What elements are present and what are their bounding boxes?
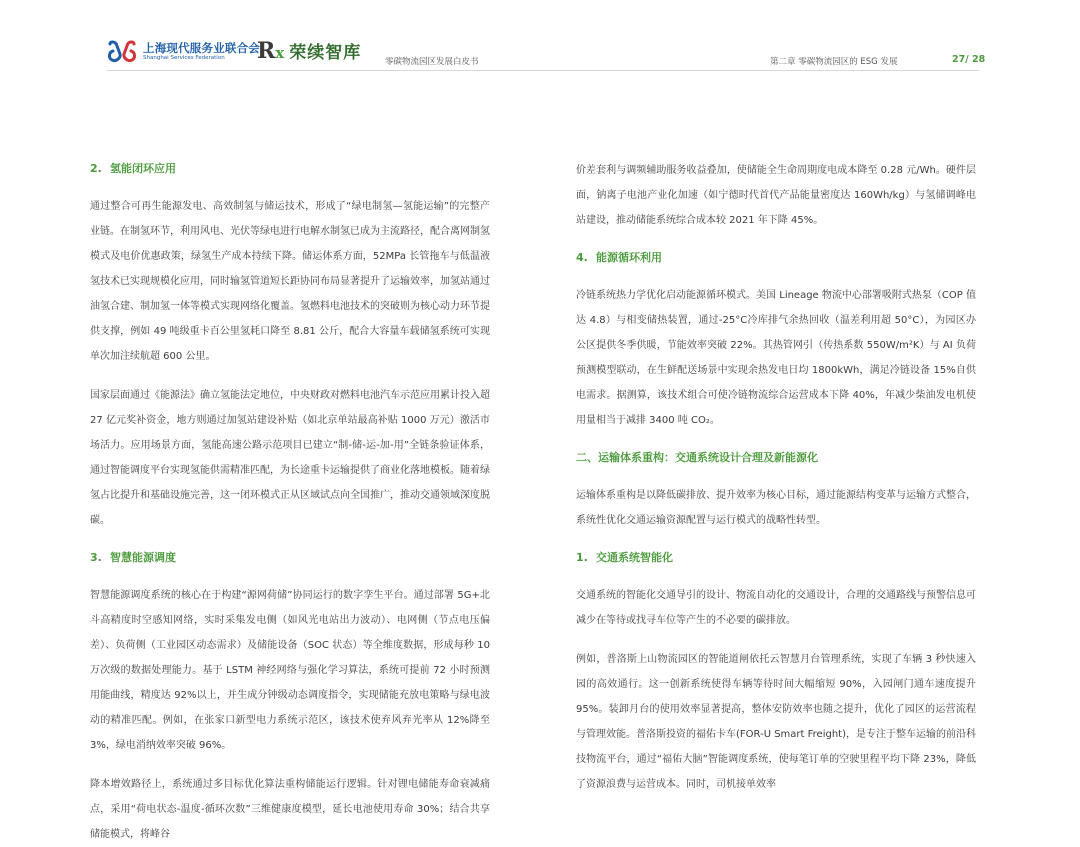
paragraph: 冷链系统热力学优化启动能源循环模式。美国 Lineage 物流中心部署吸附式热泵（COP 值达 4.8）与相变储热装置，通过-25°C冷库排气余热回收（温差利用超 50°C），为园区办公区提供冬季供暖，节能效率突破 22%。其热管网引（传热系数 550W/m²K）与 AI 负荷预测模型联动，在生鲜配送场景中实现余热发电日均 1800kWh，满足冷链设备 15%自供电需求。据测算，该技术组合可使冷链物流综合运营成本下降 40%，年减少柴油发电机使用量相当于减排 3400 吨 CO₂。	[576, 290, 976, 426]
shanghai-services-federation-logo	[107, 40, 260, 64]
paragraph: 智慧能源调度系统的核心在于构建“源网荷储”协同运行的数字孪生平台。通过部署 5G+北斗高精度时空感知网络，实时采集发电侧（如风光电站出力波动）、电网侧（节点电压偏差）、负荷侧（工业园区动态需求）及储能设备（SOC 状态）等全维度数据，形成每秒 10 万次级的数据处理能力。基于 LSTM 神经网络与强化学习算法，系统可提前 72 小时预测用能曲线，精度达 92%以上，并生成分钟级动态调度指令，实现储能充放电策略与绿电波动的精准匹配。例如，在张家口新型电力系统示范区，该技术使弃风弃光率从 12%降至 3%，绿电消纳效率突破 96%。	[90, 590, 490, 751]
rx-logo-mark: Rx	[257, 37, 285, 64]
section-number: 3.	[90, 551, 102, 564]
header-divider	[107, 70, 979, 71]
page-number: 27/ 28	[952, 54, 986, 65]
chapter-title: 第二章 零碳物流园区的 ESG 发展	[770, 57, 898, 67]
section-number: 2.	[90, 162, 102, 175]
section-title: 氢能闭环应用	[110, 162, 176, 175]
section-number: 4.	[576, 251, 588, 264]
section-title: 能源循环利用	[596, 251, 662, 264]
section-title: 智慧能源调度	[110, 551, 176, 564]
paragraph: 运输体系重构是以降低碳排放、提升效率为核心目标，通过能源结构变革与运输方式整合，系统性优化交通运输资源配置与运行模式的战略性转型。	[576, 490, 976, 526]
section-heading	[90, 547, 490, 569]
section-number: 1.	[576, 551, 588, 564]
section-title: 交通系统智能化	[596, 551, 673, 564]
section-heading	[576, 547, 976, 569]
federation-name-cn: 上海现代服务业联合会	[143, 40, 260, 55]
document-title: 零碳物流园区发展白皮书	[385, 57, 479, 67]
federation-emblem-icon	[107, 40, 137, 64]
rongxu-think-tank-logo	[257, 38, 361, 63]
paragraph: 价差套利与调频辅助服务收益叠加，使储能全生命周期度电成本降至 0.28 元/Wh。硬件层面，钠离子电池产业化加速（如宁德时代首代产品能量密度达 160Wh/kg）与氢储调峰电站建设，推动储能系统综合成本较 2021 年下降 45%。	[576, 165, 976, 226]
paragraph: 国家层面通过《能源法》确立氢能法定地位，中央财政对燃料电池汽车示范应用累计投入超 27 亿元奖补资金，地方则通过加氢站建设补贴（如北京单站最高补贴 1000 万元）激活市场活力。应用场景方面，氢能高速公路示范项目已建立“制-储-运-加-用”全链条验证体系，通过智能调度平台实现氢能供需精准匹配，为长途重卡运输提供了商业化落地模板。随着绿氢占比提升和基础设施完善，这一闭环模式正从区域试点向全国推广，推动交通领域深度脱碳。	[90, 390, 490, 526]
think-tank-name: 荣续智库	[289, 43, 362, 63]
chapter-section-heading: 二、运输体系重构：交通系统设计合理及新能源化	[576, 451, 818, 464]
federation-name-en: Shanghai Services Federation	[143, 55, 225, 61]
right-column	[576, 158, 976, 797]
paragraph: 降本增效路径上，系统通过多目标优化算法重构储能运行逻辑。针对锂电储能寿命衰减痛点，采用“荷电状态-温度-循环次数”三维健康度模型，延长电池使用寿命 30%；结合共享储能模式，将峰谷	[90, 779, 490, 840]
page-header	[0, 0, 1080, 80]
paragraph: 例如，普洛斯上山物流园区的智能道闸依托云智慧月台管理系统，实现了车辆 3 秒快速入园的高效通行。这一创新系统使得车辆等待时间大幅缩短 90%，入园闸门通车速度提升 95%。装卸月台的使用效率显著提高，整体安防效率也随之提升，优化了园区的运营流程与管理效能。普洛斯投资的福佑卡车(FOR-U Smart Freight)，是专注于整车运输的前沿科技物流平台，通过“福佑大脑”智能调度系统，使每笔订单的空驶里程平均下降 23%，降低了资源浪费与运营成本。同时，司机接单效率	[576, 654, 976, 790]
section-heading	[576, 247, 976, 269]
paragraph: 通过整合可再生能源发电、高效制氢与储运技术，形成了“绿电制氢—氢能运输”的完整产业链。在制氢环节，利用风电、光伏等绿电进行电解水制氢已成为主流路径，配合离网制氢模式及电价优惠政策，绿氢生产成本持续下降。储运体系方面，52MPa 长管拖车与低温液氢技术已实现规模化应用，同时输氢管道短长距协同布局显著提升了运输效率，加氢站通过油氢合建、制加氢一体等模式实现网络化覆盖。氢燃料电池技术的突破则为核心动力环节提供支撑，例如 49 吨级重卡百公里氢耗口降至 8.81 公斤，配合大容量车载储氢系统可实现单次加注续航超 600 公里。	[90, 201, 490, 362]
left-column	[90, 158, 490, 847]
paragraph: 交通系统的智能化交通导引的设计、物流自动化的交通设计，合理的交通路线与预警信息可减少在等待或找寻车位等产生的不必要的碳排放。	[576, 590, 976, 626]
section-heading	[90, 158, 490, 180]
